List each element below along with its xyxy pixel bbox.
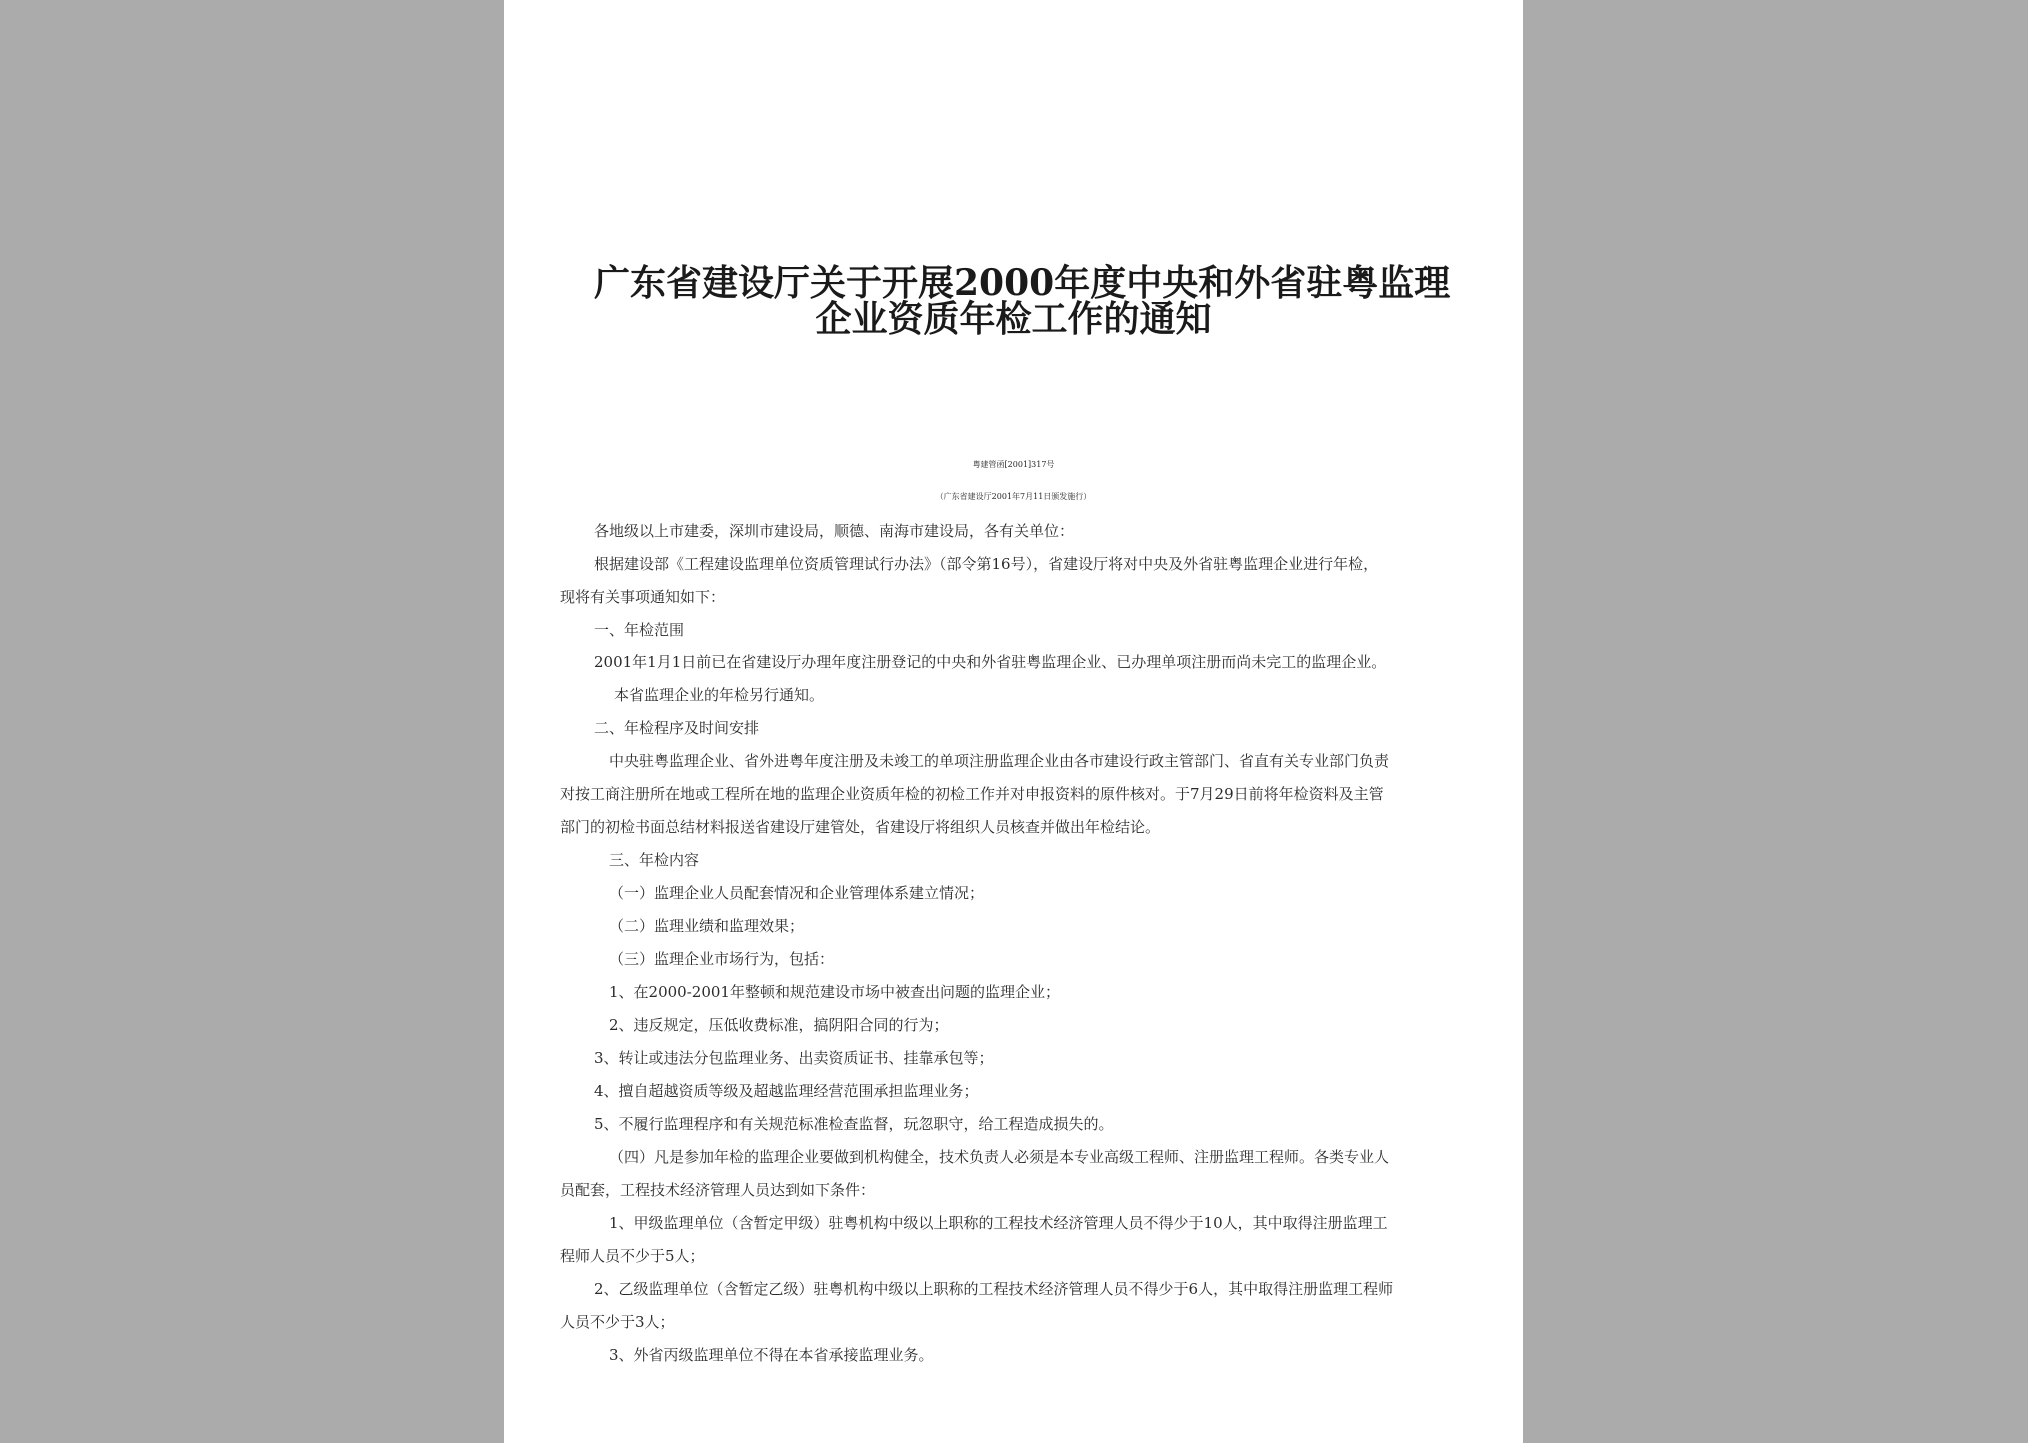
section-heading: 三、年检内容: [609, 851, 700, 869]
paragraph-line: 1、甲级监理单位（含暂定甲级）驻粤机构中级以上职称的工程技术经济管理人员不得少于10人，其中取得注册监理工: [609, 1214, 1388, 1232]
addressee: 各地级以上市建委，深圳市建设局，顺德、南海市建设局，各有关单位：: [594, 522, 1075, 540]
paragraph-line: 现将有关事项通知如下：: [560, 588, 726, 606]
document-number: 粤建管函[2001]317号: [972, 460, 1055, 469]
document-page: [504, 0, 1523, 1443]
document-title-line-2: 企业资质年检工作的通知: [815, 298, 1212, 340]
list-item: 1、在2000-2001年整顿和规范建设市场中被查出问题的监理企业；: [609, 983, 1060, 1001]
list-item: 4、擅自超越资质等级及超越监理经营范围承担监理业务；: [594, 1082, 979, 1100]
paragraph-line: 员配套，工程技术经济管理人员达到如下条件：: [560, 1181, 876, 1199]
list-item: 3、转让或违法分包监理业务、出卖资质证书、挂靠承包等；: [594, 1049, 994, 1067]
list-item: 5、不履行监理程序和有关规范标准检查监督，玩忽职守，给工程造成损失的。: [594, 1115, 1114, 1133]
list-item: （二）监理业绩和监理效果；: [609, 917, 805, 935]
list-item: （三）监理企业市场行为，包括：: [609, 950, 835, 968]
paragraph-line: 2、乙级监理单位（含暂定乙级）驻粤机构中级以上职称的工程技术经济管理人员不得少于6人，其中取得注册监理工程师: [594, 1280, 1394, 1298]
list-item: （一）监理企业人员配套情况和企业管理体系建立情况；: [609, 884, 985, 902]
issue-note: （广东省建设厅2001年7月11日颁发施行）: [935, 492, 1092, 501]
section-heading: 一、年检范围: [594, 621, 685, 639]
paragraph-line: 部门的初检书面总结材料报送省建设厅建管处，省建设厅将组织人员核查并做出年检结论。: [560, 818, 1161, 836]
paragraph-line: 3、外省丙级监理单位不得在本省承接监理业务。: [609, 1346, 934, 1364]
paragraph-line: 根据建设部《工程建设监理单位资质管理试行办法》（部令第16号），省建设厅将对中央及外省驻粤监理企业进行年检，: [594, 555, 1379, 573]
paragraph-line: 程师人员不少于5人；: [560, 1247, 705, 1265]
section-heading: 二、年检程序及时间安排: [594, 719, 760, 737]
list-item: 2、违反规定，压低收费标准，搞阴阳合同的行为；: [609, 1016, 949, 1034]
paragraph-line: 人员不少于3人；: [560, 1313, 675, 1331]
paragraph-line: （四）凡是参加年检的监理企业要做到机构健全，技术负责人必须是本专业高级工程师、注册监理工程师。各类专业人: [609, 1148, 1390, 1166]
paragraph-line: 中央驻粤监理企业、省外进粤年度注册及未竣工的单项注册监理企业由各市建设行政主管部门、省直有关专业部门负责: [609, 752, 1390, 770]
paragraph-line: 本省监理企业的年检另行通知。: [614, 686, 825, 704]
paragraph-line: 对按工商注册所在地或工程所在地的监理企业资质年检的初检工作并对申报资料的原件核对。于7月29日前将年检资料及主管: [560, 785, 1384, 803]
paragraph-line: 2001年1月1日前已在省建设厅办理年度注册登记的中央和外省驻粤监理企业、已办理单项注册而尚未完工的监理企业。: [594, 653, 1387, 671]
document-title-line-1: 广东省建设厅关于开展2000年度中央和外省驻粤监理: [594, 262, 1451, 304]
